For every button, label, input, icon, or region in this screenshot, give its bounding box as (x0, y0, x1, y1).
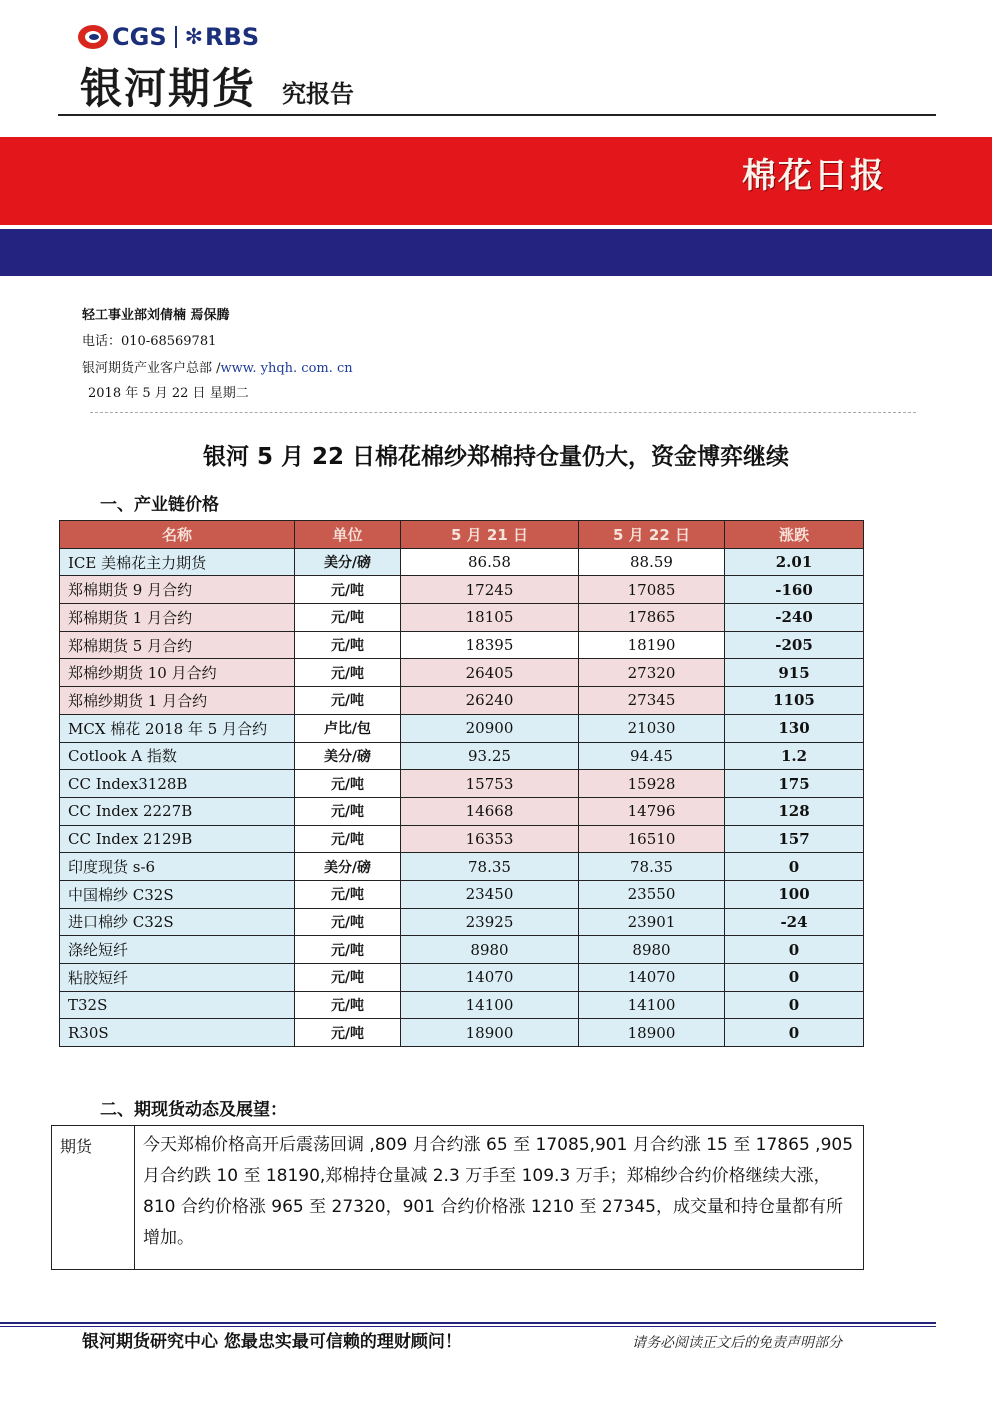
cell-may22: 23901 (579, 908, 725, 936)
footer-disclaimer: 请务必阅读正文后的免责声明部分 (632, 1335, 842, 1351)
cell-unit: 元/吨 (295, 880, 401, 908)
table-row (60, 742, 864, 770)
cell-name: 郑棉期货 1 月合约 (60, 604, 295, 632)
cell-change: 100 (725, 880, 864, 908)
cell-name: MCX 棉花 2018 年 5 月合约 (60, 714, 295, 742)
cell-unit: 元/吨 (295, 936, 401, 964)
cell-change: 175 (725, 770, 864, 798)
col-header-name: 名称 (60, 521, 295, 549)
cell-may22: 88.59 (579, 548, 725, 576)
cell-change: 0 (725, 1019, 864, 1047)
table-row (60, 936, 864, 964)
outlook-text: 今天郑棉价格高开后震荡回调 ,809 月合约涨 65 至 17085,901 月合约涨 15 至 17865 ,905 月合约跌 10 至 18190,郑棉持仓量减 2.3 万手至 109.3 万手；郑棉纱合约价格继续大涨，810 合约价格涨 965 至 27320，901 合约价格涨 1210 至 27345，成交量和持仓量都有所增加。 (135, 1126, 864, 1270)
cell-change: -240 (725, 604, 864, 632)
report-type: 究报告 (282, 80, 354, 108)
cell-may21: 15753 (401, 770, 579, 798)
cell-unit: 美分/磅 (295, 548, 401, 576)
cell-unit: 元/吨 (295, 1019, 401, 1047)
cell-unit: 元/吨 (295, 825, 401, 853)
cell-name: Cotlook A 指数 (60, 742, 295, 770)
cell-may22: 14796 (579, 797, 725, 825)
cell-unit: 元/吨 (295, 964, 401, 992)
logo-glyph-icon: ✻ (184, 24, 204, 50)
cell-change: 0 (725, 853, 864, 881)
cell-may22: 18900 (579, 1019, 725, 1047)
outlook-row (52, 1126, 864, 1270)
header-rule (58, 114, 936, 116)
page-title: 银河 5 月 22 日棉花棉纱郑棉持仓量仍大，资金博弈继续 (202, 444, 790, 470)
cell-unit: 美分/磅 (295, 742, 401, 770)
cell-unit: 元/吨 (295, 908, 401, 936)
cell-may22: 8980 (579, 936, 725, 964)
swirl-logo-icon (78, 25, 108, 49)
cell-name: 郑棉纱期货 10 月合约 (60, 659, 295, 687)
cell-change: 0 (725, 991, 864, 1019)
cell-change: -160 (725, 576, 864, 604)
cell-change: 915 (725, 659, 864, 687)
cell-unit: 卢比/包 (295, 714, 401, 742)
cell-unit: 元/吨 (295, 576, 401, 604)
table-row (60, 659, 864, 687)
table-row (60, 964, 864, 992)
table-row (60, 631, 864, 659)
cell-may21: 18395 (401, 631, 579, 659)
banner-title: 棉花日报 (742, 156, 886, 196)
cell-may21: 93.25 (401, 742, 579, 770)
price-table-body (60, 548, 864, 1046)
cell-may21: 16353 (401, 825, 579, 853)
table-row (60, 880, 864, 908)
outlook-table (51, 1125, 864, 1270)
table-row (60, 908, 864, 936)
cell-may21: 86.58 (401, 548, 579, 576)
outlook-label: 期货 (52, 1126, 135, 1270)
cell-unit: 元/吨 (295, 631, 401, 659)
author-line: 轻工事业部刘倩楠 焉保腾 (82, 308, 230, 323)
cell-unit: 元/吨 (295, 991, 401, 1019)
col-header-change: 涨跌 (725, 521, 864, 549)
cell-may22: 15928 (579, 770, 725, 798)
cell-name: T32S (60, 991, 295, 1019)
cell-name: R30S (60, 1019, 295, 1047)
col-header-unit: 单位 (295, 521, 401, 549)
table-row (60, 576, 864, 604)
cell-may21: 26405 (401, 659, 579, 687)
cell-may22: 27320 (579, 659, 725, 687)
dept-text: 银河期货产业客户总部 / (82, 361, 221, 376)
cell-name: 郑棉纱期货 1 月合约 (60, 687, 295, 715)
cell-may22: 21030 (579, 714, 725, 742)
logo (78, 22, 259, 52)
cell-name: CC Index 2129B (60, 825, 295, 853)
table-row (60, 714, 864, 742)
cell-name: 印度现货 s-6 (60, 853, 295, 881)
cell-unit: 元/吨 (295, 659, 401, 687)
cell-may21: 18105 (401, 604, 579, 632)
cell-name: 粘胶短纤 (60, 964, 295, 992)
table-row (60, 770, 864, 798)
price-table (59, 520, 864, 1047)
footer-rule (0, 1322, 936, 1324)
table-header-row (60, 521, 864, 549)
cell-may21: 78.35 (401, 853, 579, 881)
cell-change: 130 (725, 714, 864, 742)
cell-may21: 26240 (401, 687, 579, 715)
section-1-title: 一、产业链价格 (100, 495, 219, 515)
table-row (60, 548, 864, 576)
cell-may22: 14100 (579, 991, 725, 1019)
cell-may22: 27345 (579, 687, 725, 715)
table-row (60, 604, 864, 632)
cell-change: 2.01 (725, 548, 864, 576)
cell-unit: 元/吨 (295, 770, 401, 798)
table-row (60, 687, 864, 715)
table-row (60, 853, 864, 881)
cell-may22: 78.35 (579, 853, 725, 881)
cell-may22: 16510 (579, 825, 725, 853)
cell-may21: 23925 (401, 908, 579, 936)
table-row (60, 1019, 864, 1047)
cell-name: CC Index3128B (60, 770, 295, 798)
table-row (60, 825, 864, 853)
section-2-title: 二、期现货动态及展望： (100, 1100, 287, 1120)
cell-may21: 14668 (401, 797, 579, 825)
logo-cgs-text: CGS (112, 23, 167, 51)
cell-change: 128 (725, 797, 864, 825)
cell-may21: 14070 (401, 964, 579, 992)
website-link[interactable]: www. yhqh. com. cn (220, 361, 353, 376)
cell-may22: 23550 (579, 880, 725, 908)
report-date: 2018 年 5 月 22 日 星期二 (88, 386, 249, 401)
cell-name: ICE 美棉花主力期货 (60, 548, 295, 576)
cell-change: 1.2 (725, 742, 864, 770)
table-row (60, 797, 864, 825)
dept-line (82, 357, 353, 376)
cell-change: 0 (725, 964, 864, 992)
cell-unit: 元/吨 (295, 604, 401, 632)
cell-may22: 18190 (579, 631, 725, 659)
cell-name: 郑棉期货 9 月合约 (60, 576, 295, 604)
cell-name: 中国棉纱 C32S (60, 880, 295, 908)
cell-unit: 元/吨 (295, 687, 401, 715)
cell-may21: 8980 (401, 936, 579, 964)
cell-may22: 17865 (579, 604, 725, 632)
cell-change: -24 (725, 908, 864, 936)
cell-name: 郑棉期货 5 月合约 (60, 631, 295, 659)
cell-may21: 18900 (401, 1019, 579, 1047)
cell-name: 进口棉纱 C32S (60, 908, 295, 936)
cell-may22: 17085 (579, 576, 725, 604)
logo-rbs-text: RBS (205, 23, 260, 51)
col-header-may21: 5 月 21 日 (401, 521, 579, 549)
cell-unit: 美分/磅 (295, 853, 401, 881)
logo-divider (175, 26, 177, 48)
cell-may21: 17245 (401, 576, 579, 604)
cell-change: 0 (725, 936, 864, 964)
table-row (60, 991, 864, 1019)
company-name: 银河期货 (80, 64, 257, 113)
cell-may22: 14070 (579, 964, 725, 992)
footer-slogan: 银河期货研究中心 您最忠实最可信赖的理财顾问！ (82, 1332, 462, 1352)
cell-change: 1105 (725, 687, 864, 715)
dashed-divider (90, 412, 916, 413)
col-header-may22: 5 月 22 日 (579, 521, 725, 549)
cell-change: 157 (725, 825, 864, 853)
cell-may21: 20900 (401, 714, 579, 742)
phone-line: 电话：010-68569781 (82, 334, 217, 349)
cell-name: CC Index 2227B (60, 797, 295, 825)
blue-banner (0, 229, 992, 276)
cell-may21: 14100 (401, 991, 579, 1019)
cell-may21: 23450 (401, 880, 579, 908)
cell-name: 涤纶短纤 (60, 936, 295, 964)
cell-may22: 94.45 (579, 742, 725, 770)
cell-change: -205 (725, 631, 864, 659)
cell-unit: 元/吨 (295, 797, 401, 825)
